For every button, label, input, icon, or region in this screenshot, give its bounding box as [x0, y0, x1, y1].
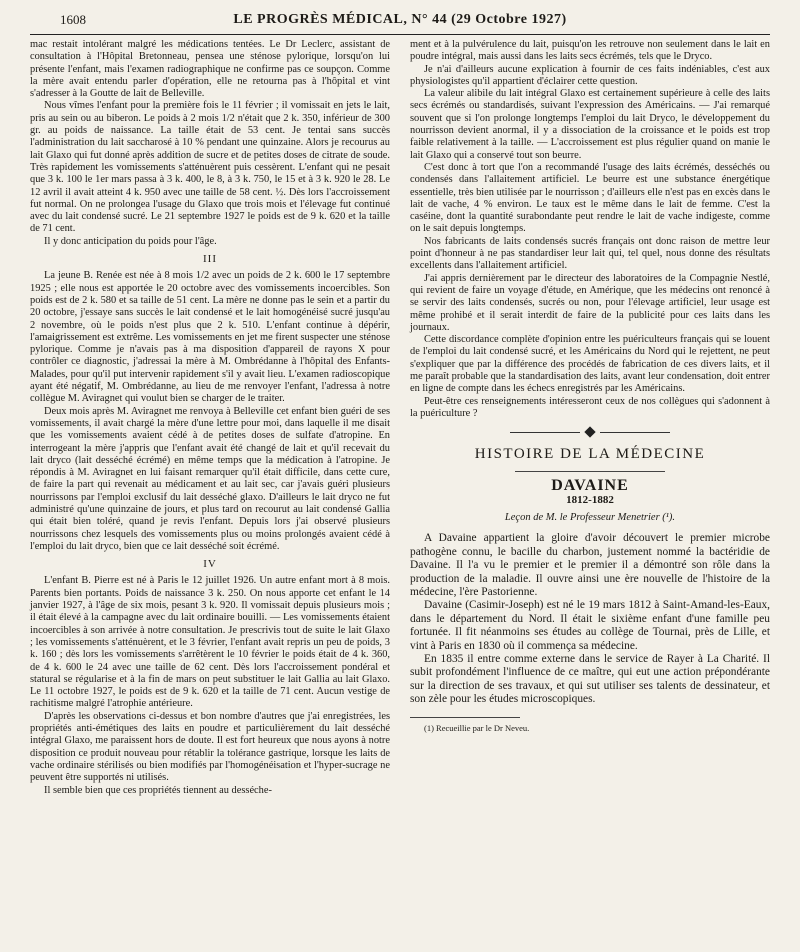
article-body	[410, 532, 770, 706]
paragraph: A Davaine appartient la gloire d'avoir découvert le premier microbe pathogène connu, le bacille du charbon, justement nommé la bactéridie de Davaine. Il l'a vu le premier et le premier il a démontré son rôle dans la production de la maladie. Il ouvre ainsi une ère nouvelle de l'histoire de la médecine, l'ère Pastorienne.	[410, 532, 770, 599]
left-column	[30, 39, 390, 797]
article-title: DAVAINE	[551, 476, 629, 494]
page-number: 1608	[60, 12, 86, 27]
paragraph: Je n'ai d'ailleurs aucune explication à fournir de ces faits indéniables, c'est aux physiologistes qu'il appartient d'éclairer cette question.	[410, 63, 770, 87]
paragraph: Davaine (Casimir-Joseph) est né le 19 mars 1812 à Saint-Amand-les-Eaux, dans le département du Nord. Il était le sixième enfant d'une famille peu fortunée. Il fit néanmoins ses études au collège de Tournai, près de Lille, et vint à Paris en 1830 où il commença sa médecine.	[410, 599, 770, 652]
article-dates: 1812-1882	[566, 493, 614, 506]
paragraph: La jeune B. Renée est née à 8 mois 1/2 avec un poids de 2 k. 600 le 17 septembre 1925 ; elle nous est apportée le 20 octobre avec des vomissements incoercibles. Son poids est de 2 k. 580 et sa taille de 51 cent. La mère ne donne pas le sein et a partir du 20 octobre, j'essaye sans succès le lait condensé et le lait homogénéisé sucré jusqu'au 2 novembre, où le poids n'est plus que 2 k. 510. L'enfant continue à dépérir, l'amaigrissement est extrême. Les vomissements en jet me firent suspecter une sténose pylorique. Comme je n'avais pas à ma disposition d'appareil de rayons X pour contrôler ce diagnostic, j'adressai la mère à M. Ombrédanne à l'hôpital des Enfants-Malades, pour qu'il put intervenir rapidement s'il y avait lieu. L'examen radioscopique ayant été négatif, M. Ombrédanne, au lieu de me renvoyer l'enfant, l'adressa à notre collègue M. Aviragnet qui voulut bien se charger de le traiter.	[30, 270, 390, 405]
paragraph: Peut-être ces renseignements intéresseront ceux de nos collègues qui s'adonnent à la puériculture ?	[410, 395, 770, 419]
case-heading-iv: IV	[203, 558, 217, 571]
paragraph: Nous vîmes l'enfant pour la première fois le 11 février ; il vomissait en jets le lait, pris au sein ou au biberon. Le poids à 2 mois 1/2 n'était que 2 k. 350, inférieur de 300 gr. au poids de naissance. La taille était de 53 cent. Je tentai sans succès l'administration du lait saccharosé à 10 % pendant une quinzaine. Alors je recourus au lait Glaxo qui fut donné après addition de sucre et de petites doses de citrate de soude. Très rapidement les vomissements s'atténuèrent puis cessèrent. L'enfant qui ne pesait que 3 k. 100 le 1er mars passa à 3 k. 400, le 8, à 3 k. 750, le 15 et à 3 k. 920 le 28. Le 12 avril il avait atteint 4 k. 950 avec une taille de 58 cent. ½. Dès lors l'accroissement fut normal. On ne prolongea l'usage du Glaxo que trois mois et l'élevage fut continué avec du lait condensé sucré. Le 21 septembre 1927 le poids est de 9 k. 620 et la taille de 71 cent.	[30, 100, 390, 235]
header-rule	[30, 34, 770, 35]
paragraph: Cette discordance complète d'opinion entre les puériculteurs français qui se louent de l'emploi du lait condensé sucré, et les Américains du Nord qui le rejettent, ne peut s'expliquer que par la différence des procédés de fabrication de ces divers laits, et il me paraît probable que la standardisation des laits, avant leur condensation, doit entrer en ligne de compte dans les échecs enregistrés par les Américains.	[410, 334, 770, 395]
paragraph: Nos fabricants de laits condensés sucrés français ont donc raison de mettre leur point d'honneur à ne pas standardiser leur lait qui, tel quel, nous donne des résultats excellents dans l'allaitement artificiel.	[410, 235, 770, 272]
case-heading-iii: III	[203, 253, 217, 266]
two-column-body	[30, 39, 770, 797]
paragraph: Il y donc anticipation du poids pour l'âge.	[44, 235, 217, 247]
article-byline: Leçon de M. le Professeur Menetrier (¹).	[504, 512, 676, 524]
journal-title: LE PROGRÈS MÉDICAL, N° 44 (29 Octobre 1927)	[233, 12, 567, 27]
paragraph: Il semble bien que ces propriétés tiennent au desséche-	[44, 784, 272, 796]
paragraph: En 1835 il entre comme externe dans le service de Rayer à La Charité. Il subit profondément l'influence de ce maître, qui eut une action prépondérante sur la direction de ses travaux, et qui sut utiliser ses talents de dessinateur, et son zèle pour les études microscopiques.	[410, 653, 770, 706]
paragraph: D'après les observations ci-dessus et bon nombre d'autres que j'ai enregistrées, les propriétés anti-émétiques des laits en poudre et particulièrement du lait desséché intégral Glaxo, me paraissent hors de doute. Il est fort heureux que nous ayons à notre disposition ce produit nouveau pour rétablir la tolérance gastrique, lorsque les laits de vache ordinaire stérilisés ou bien modifiés par l'homogénéisation et l'hyper-sucrage ne peuvent être supportés ni utilisés.	[30, 710, 390, 784]
running-header	[30, 8, 770, 32]
paragraph: J'ai appris dernièrement par le directeur des laboratoires de la Compagnie Nestlé, qui revient de faire un voyage d'étude, en Amérique, que les médecins ont renoncé à se servir des laits condensés, sucrés ou non, pour l'élevage artificiel, leur usage est même prohibé et il serait interdit de faire de la publicité pour ces laits dans les journaux.	[410, 272, 770, 333]
paragraph: La valeur alibile du lait intégral Glaxo est certainement supérieure à celle des laits secs écrémés ou standardisés, suivant l'expression des Américains. — J'ai remarqué souvent que si l'on prolonge longtemps l'emploi du lait Dryco, le développement du nourrisson devient anormal, il y a dissociation de la croissance et le poids est trop faible relativement à la taille. — L'accroissement est plus régulier quand on manie le lait Glaxo qui a conservé tout son beurre.	[410, 88, 770, 161]
section-ornament	[410, 428, 770, 436]
section-title-rule	[515, 471, 665, 472]
paragraph: mac restait intolérant malgré les médications tentées. Le Dr Leclerc, assistant de consultation à l'Hôpital Bretonneau, pensea une sténose pylorique, lorsqu'on lui présente l'enfant, mais l'examen radiographique ne confirme pas ce soupçon. Comme la mère avait entendu parler d'opération, elle ne retourna pas à l'hôpital et vint s'adresser à la Goutte de lait de Belleville.	[30, 39, 390, 100]
paragraph: C'est donc à tort que l'on a recommandé l'usage des laits écrémés, desséchés ou condensés dans l'allaitement artificiel. Le beurre est une substance énergétique essentielle, très bien utilisée par le nourrisson ; d'ailleurs elle n'est pas en excès dans le lait de vache, 4 % environ. Le taux est le même dans le lait de femme. C'est la caséine, dont la quantité surabondante peut rendre le lait de vache indigeste, comme on le sait depuis longtemps.	[410, 161, 770, 235]
footnote: (1) Recueillie par le Dr Neveu.	[424, 722, 530, 733]
right-column	[410, 39, 770, 797]
section-title: HISTOIRE DE LA MÉDECINE	[474, 446, 706, 463]
paragraph: Deux mois après M. Aviragnet me renvoya à Belleville cet enfant bien guéri de ses vomissements, il avait chargé la mère d'une lettre pour moi, dans laquelle il me disait que les vomissements avaient cédé à de petites doses de sulfate d'atropine. En interrogeant la mère j'appris que l'enfant avait été changé de lait et qu'il recevait du lait dryco (lait desséché écrémé) en même temps que la médication à l'atropine. Je répondis à M. Aviragnet en lui faisant remarquer qu'il était difficile, dans cette cure, de faire la part qui revenait au médicament et au lait sec, car j'avais guéri plusieurs nourrissons par l'emploi exclusif du lait desséché glaxo. D'ailleurs le lait dryco ne fut administré qu'une quinzaine de jours, et plus tard on recourut au lait condensé Gallia qui était bien toléré, quand je revis l'enfant. Depuis lors j'ai observé plusieurs nourrissons chez lesquels des vomissements plus ou moins prolongés avaient cédé à l'emploi du lait dryco, bien que ce lait desséché soit écrémé.	[30, 405, 390, 552]
paragraph: L'enfant B. Pierre est né à Paris le 12 juillet 1926. Un autre enfant mort à 8 mois. Parents bien portants. Poids de naissance 3 k. 250. On nous apporte cet enfant le 14 janvier 1927, à l'âge de six mois, pesant 3 k. 920. Il vomissait depuis plusieurs mois ; il était élevé à la campagne avec du lait ordinaire bouilli. — Les vomissements étaient incoercibles à son arrivée à notre consultation. Je prescrivis tout de suite le lait Glaxo ; les vomissements s'atténuèrent, et le 3 février, l'enfant avait repris un peu de poids, 3 k. 160 ; dès lors les vomissements s'arrêtèrent le 10 février le poids était de 4 k. 360, de 4 k. 600 le 24 avec une taille de 62 cent. Dès lors l'accroissement pondéral et statural se régularise et à la fin de mars on peut substituer le lait Gallia au lait Glaxo. Le 11 octobre 1927, le poids est de 9 k. 620 et la taille de 71 cent. Aucun vestige de rachitisme malgré l'atrophie antérieure.	[30, 575, 390, 710]
paragraph: ment et à la pulvérulence du lait, puisqu'on les retrouve non seulement dans le lait en poudre intégral, mais aussi dans les laits secs écrémés, tels que le Dryco.	[410, 39, 770, 63]
footnote-rule	[410, 717, 520, 718]
